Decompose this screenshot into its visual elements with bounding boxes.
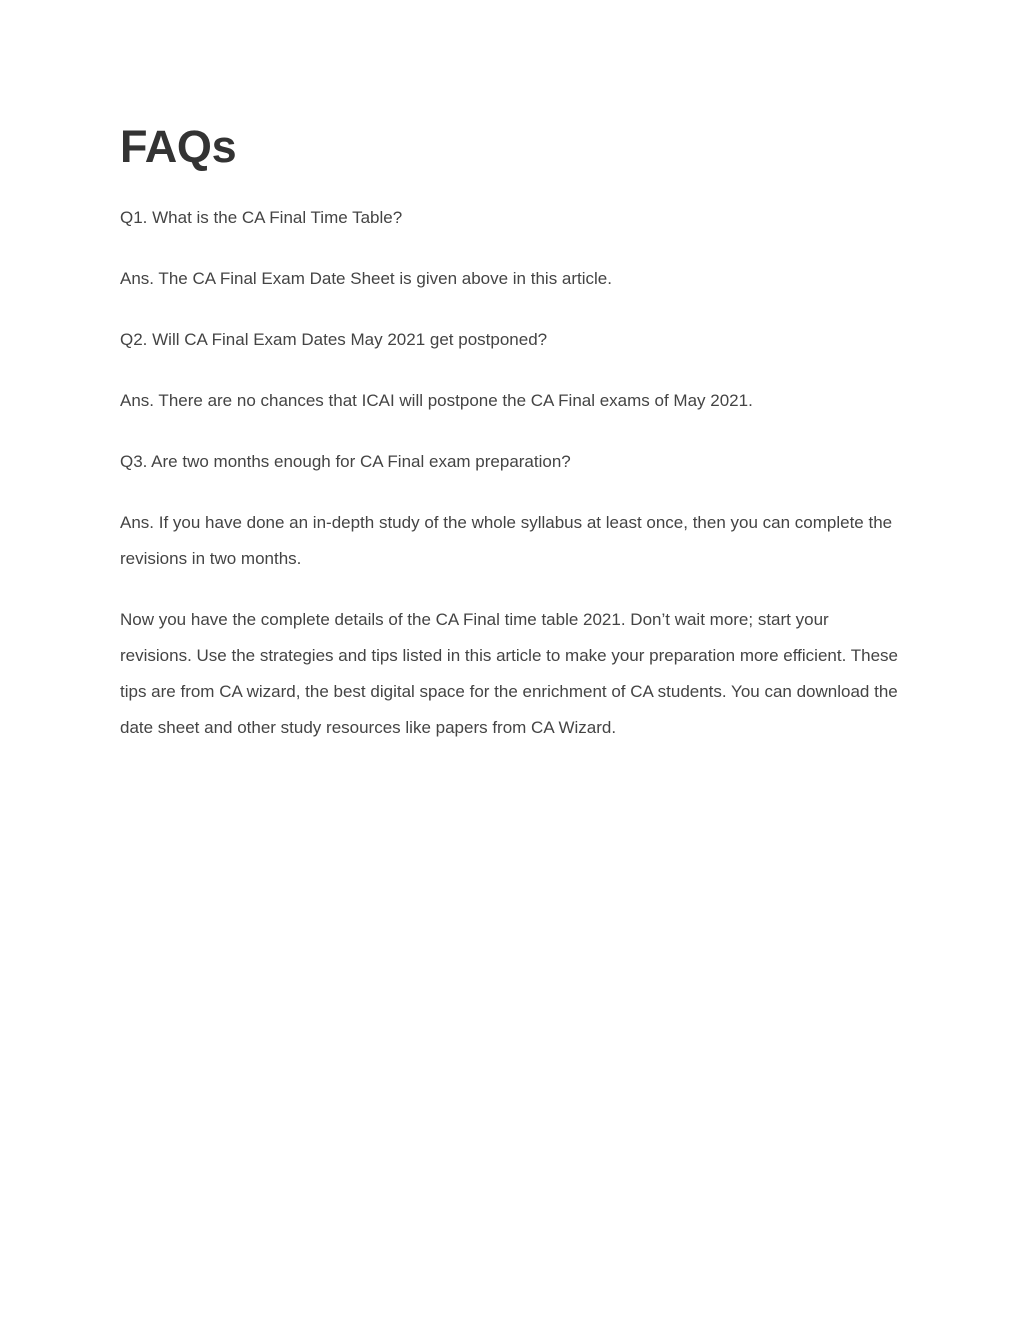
conclusion-paragraph: Now you have the complete details of the CA Final time table 2021. Don’t wait more; start your revisions. Use the strategies and tips listed in this article to make your preparation more efficient. These tips are from CA wizard, the best digital space for the enrichment of CA students. You can download the date sheet and other study resources like papers from CA Wizard. — [120, 610, 898, 737]
page-title: FAQs — [120, 121, 237, 172]
faq-list — [120, 200, 900, 746]
faq-question-3: Q3. Are two months enough for CA Final exam preparation? — [120, 452, 571, 471]
faq-question-2: Q2. Will CA Final Exam Dates May 2021 get postponed? — [120, 330, 548, 349]
faq-answer-1: Ans. The CA Final Exam Date Sheet is given above in this article. — [120, 269, 612, 288]
document-page — [120, 118, 900, 771]
faq-answer-3: Ans. If you have done an in-depth study of the whole syllabus at least once, then you can complete the revisions in two months. — [120, 513, 893, 568]
faq-answer-2: Ans. There are no chances that ICAI will postpone the CA Final exams of May 2021. — [120, 391, 753, 410]
faq-question-1: Q1. What is the CA Final Time Table? — [120, 208, 403, 227]
